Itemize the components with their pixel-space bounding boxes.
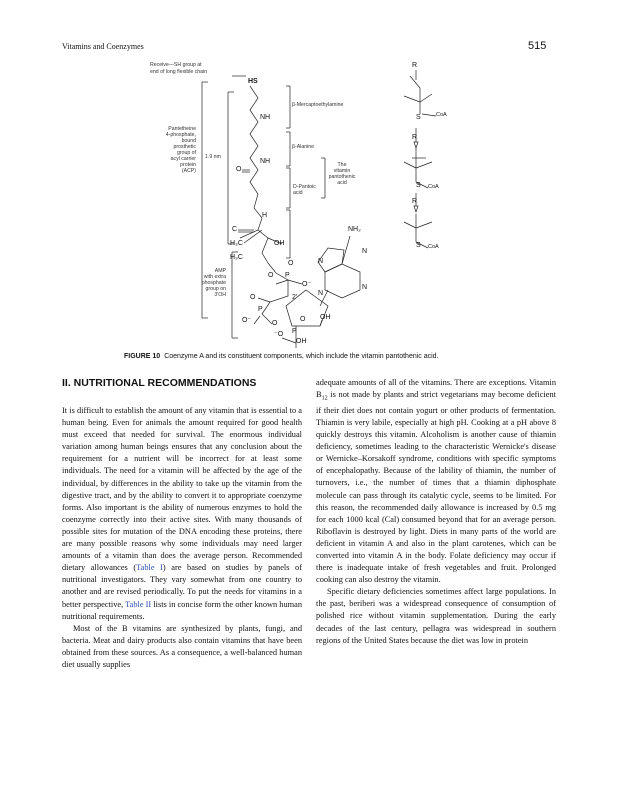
atom-nh-1: NH (260, 114, 271, 121)
left-column (62, 377, 302, 671)
paragraph-4: Specific dietary deficiencies sometimes affect large populations. In the past, beriberi was a widespread consequence of consumption of polished rice without vitamin supplementation. During the early decades of the last century, pellagra was widespread in southern regions of the United States because the diet was low in protein (316, 587, 556, 645)
atom-r-1: R (412, 62, 418, 69)
atom-s-3: S (416, 242, 421, 249)
atom-oh-2: OH (296, 338, 307, 345)
atom-s-1: S (416, 114, 421, 121)
paragraph-2: Most of the B vitamins are synthesized by plants, fungi, and bacteria. Meat and dairy products also contain vitamins that have been obtained from these sources. As a consequence, a well-balanced human diet usually supplies (62, 623, 302, 669)
atom-o-minus-1: O⁻ (302, 281, 312, 288)
atom-hs: HS (248, 78, 258, 85)
figure-caption (124, 353, 439, 360)
atom-r-3: R (412, 198, 418, 205)
paragraph-3: adequate amounts of all of the vitamins. There are exceptions. Vitamin $B_{12}$ is not made by plants and strict vegetarians may become deficient if their diet does not contain yogurt or other products of fermentation. Thiamin is very labile, especially at high pH. Cooking at a pH above 8 quickly destroys this vitamin. Alcoholism is another cause of thiamin deficiency, sometimes leading to the characteristic Wernicke's disease or Wernicke–Korsakoff syndrome, conditions with specific symptoms of encephalopathy. Because of the lability of thiamin, the number of turnovers, i.e., the number of times that a thiamin diphosphate molecule can pass through its catalytic cycle, seems to be limited. For this reason, the recommended daily allowance is increased by 0.5 mg for each 1000 kcal (Cal) consumed beyond that for an average person. Riboflavin is destroyed by light. Diets in many parts of the world are deficient in vitamin A and also in the plant carotenes, which can be converted into vitamin A in the body. Folate deficiency may occur if there is inadequate intake of fresh vegetables and fruit. Prolonged cooking can also destroy the vitamin. (316, 378, 556, 585)
atom-o-minus-3: ⁻O (274, 331, 284, 338)
running-title: Vitamins and Coenzymes (62, 42, 144, 51)
page-number: 515 (528, 40, 547, 52)
atom-ch3-b: H₃C (230, 254, 243, 261)
atom-r-2: R (412, 134, 418, 141)
label-amp: AMP with extra phosphate group on 3'OH (201, 268, 226, 298)
label-pantoic-acid: D-Pantoic acid (293, 184, 316, 196)
atom-o-r: O (300, 316, 306, 323)
label-pantetheine: Pantetheine 4-phosphate, bound prosthetic group of acyl carrier protein (ACP) (165, 126, 196, 174)
atom-ch3-a: H₃C (230, 240, 243, 247)
atom-o-a: O (288, 260, 294, 267)
figure-number: FIGURE 10 (124, 353, 161, 360)
right-column (316, 377, 556, 647)
atom-oh-3: OH (320, 314, 331, 321)
section-heading: II. NUTRITIONAL RECOMMENDATIONS (62, 377, 257, 389)
atom-prime: 2' (292, 294, 298, 301)
paragraph-1: It is difficult to establish the amount of any vitamin that is essential to a human being. Even for animals the amount required for good health must exceed that needed for survival. The enormous individual variation among human beings ensures that any conclusion about the requirement for a nutrient will be incorrect for at least some individuals. The need for a vitamin will be affected by the age of the individual, by differences in the ability to take up the vitamin from the digestive tract, and by the ability to convert it to appropriate coenzyme forms. Also important is the ability of numerous enzymes to hold the coenzyme correctly into their active sites. With many thousands of possible sites for mutation of the DNA encoding these proteins, there are many possible reasons why some individuals may need larger amounts of a vitamin than does the average person. Recommended dietary allowances (Table I) are based on studies by panels of nutritional investigators. They vary somewhat from one country to another and are revised periodically. To put the needs for vitamins in a better perspective, Table II lists in concise form the other known human nutritional requirements. (62, 406, 303, 621)
atom-coa-1: CoA (436, 112, 447, 118)
atom-o-1: O (236, 166, 242, 173)
atom-p-1: P (285, 272, 290, 279)
atom-p-2: P (258, 306, 263, 313)
label-receive: Receive—SH group at (150, 62, 202, 68)
atom-c: C (232, 226, 238, 233)
table-1-link[interactable]: Table I (136, 563, 163, 573)
atom-o-p2: O (250, 294, 256, 301)
atom-n-2: N (362, 284, 368, 291)
atom-s-2: S (416, 182, 421, 189)
atom-p-3: P (292, 328, 297, 335)
atom-o-p1: O (268, 272, 274, 279)
atom-h: H (262, 212, 268, 219)
atom-coa-2: CoA (428, 184, 439, 190)
coenzyme-a-structure-drawing (150, 58, 560, 348)
label-mercaptoethylamine: β-Mercaptoethylamine (292, 102, 344, 108)
atom-nh2-ring: NH₂ (348, 226, 361, 233)
figure-caption-text: Coenzyme A and its constituent components, which include the vitamin pantothenic acid. (164, 353, 439, 360)
coenzyme-a-figure (150, 58, 560, 348)
atom-o-minus-2: O⁻ (242, 317, 252, 324)
label-length-nm: 1.9 nm (205, 154, 221, 160)
label-receive-2: end of long flexible chain (150, 69, 208, 75)
atom-o-b: O (272, 320, 278, 327)
atom-n-3: N (318, 258, 324, 265)
atom-oh: OH (274, 240, 285, 247)
table-2-link[interactable]: Table II (125, 599, 152, 609)
atom-nh-2: NH (260, 158, 271, 165)
atom-n-1: N (362, 248, 368, 255)
label-pantothenic-acid: The vitamin pantothenic acid (328, 162, 356, 186)
label-beta-alanine: β-Alanine (292, 144, 315, 150)
atom-coa-3: CoA (428, 244, 439, 250)
atom-n-4: N (318, 290, 324, 297)
